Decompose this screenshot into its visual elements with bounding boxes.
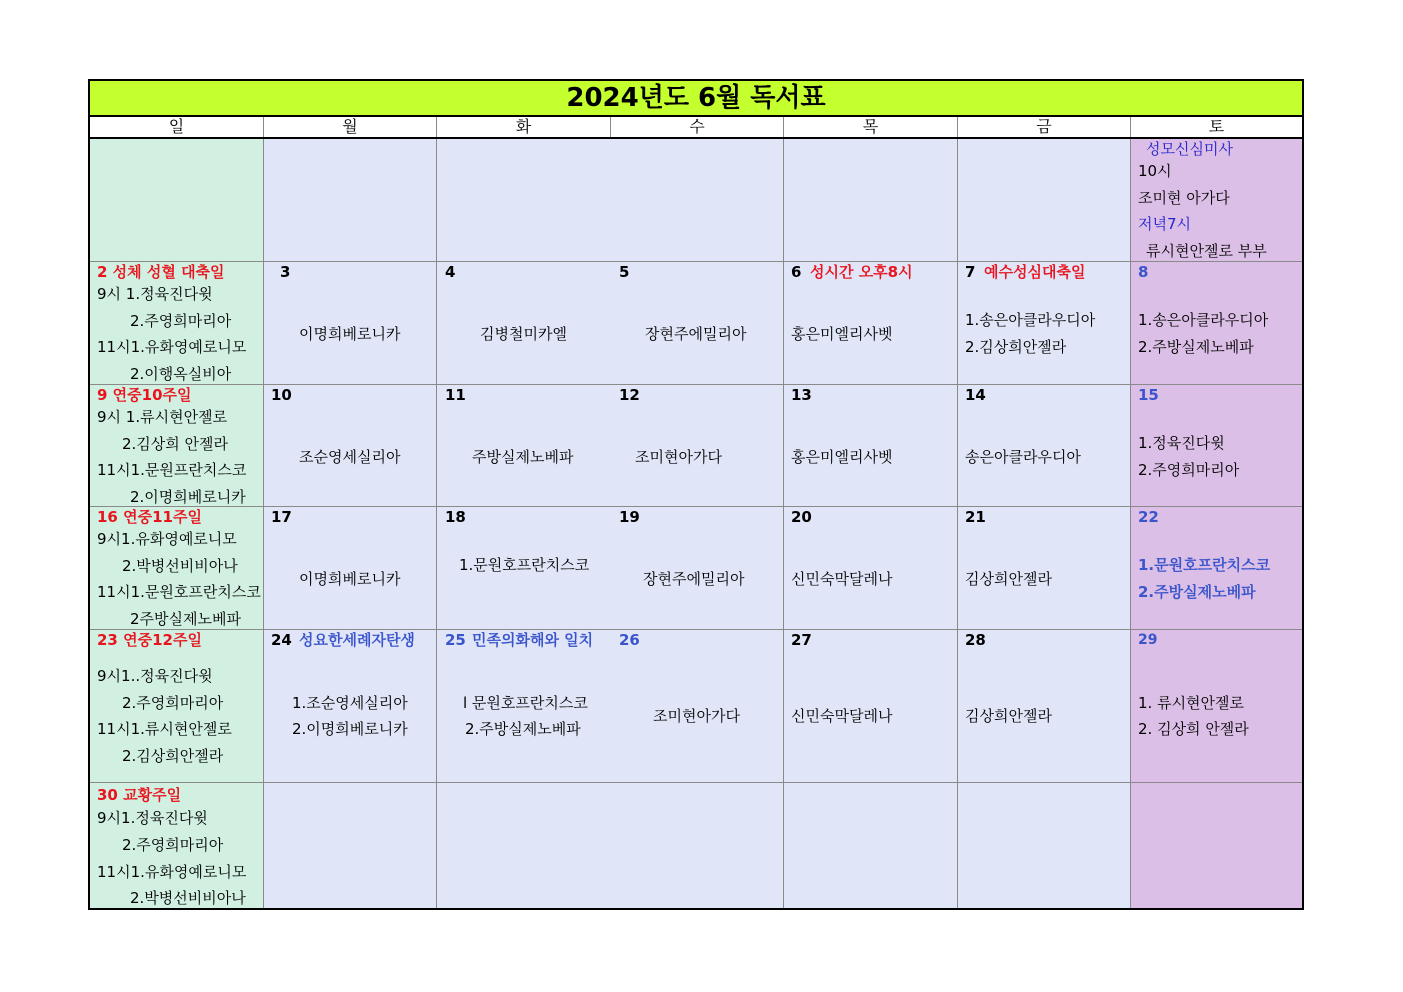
- reader-line: 2.주영희마리아: [130, 312, 232, 330]
- day-number: 24: [271, 631, 292, 649]
- day-number: 3: [280, 263, 291, 281]
- cell-mon-week3: [264, 507, 437, 630]
- day-number: 25: [445, 631, 466, 649]
- reader-line: 2.박병선비비아나: [130, 889, 246, 907]
- sunday-heading: 16 연중11주일: [97, 508, 202, 526]
- reader-name: 주방실제노베파: [472, 448, 574, 466]
- day-number: 8: [1138, 263, 1149, 281]
- cell-fri-week3: [958, 507, 1131, 630]
- reader-line: 2.김상희안젤라: [122, 747, 224, 765]
- day-number: 22: [1138, 508, 1159, 526]
- reader-line: 11시1.유화영예로니모: [97, 338, 247, 356]
- cell-fri-week0: [958, 139, 1131, 262]
- cell-sun-week4: [90, 630, 264, 783]
- reader-line: 2.이행옥실비아: [130, 365, 232, 383]
- cell-tue-wed-week3: [437, 507, 784, 630]
- reader-name: 류시현안젤로 부부: [1146, 242, 1267, 260]
- cell-sun-week2: [90, 385, 264, 507]
- calendar-title: 2024년도 6월 독서표: [90, 81, 1302, 117]
- day-number: 28: [965, 631, 986, 649]
- cell-thu-week2: [784, 385, 958, 507]
- reader-name: 조미현 아가다: [1138, 189, 1230, 207]
- cell-sat-week2: [1131, 385, 1302, 507]
- cell-sun-week0: [90, 139, 264, 262]
- day-number: 12: [619, 386, 640, 404]
- event-title: 성모신심미사: [1146, 140, 1233, 158]
- reader-name: 송은아클라우디아: [965, 448, 1081, 466]
- cell-fri-week5: [958, 783, 1131, 908]
- reader-line: 2.이명희베로니카: [292, 720, 408, 738]
- reader-line: 2주방실제노베파: [130, 610, 241, 628]
- event-note: 성시간 오후8시: [810, 263, 913, 281]
- day-number: 7: [965, 263, 976, 281]
- cell-sat-week3: [1131, 507, 1302, 630]
- reader-line: 1.문원호프란치스코: [1138, 556, 1271, 574]
- reader-line: 2.주방실제노베파: [1138, 338, 1254, 356]
- cell-tue-wed-week0: [437, 139, 784, 262]
- reader-name: 조순영세실리아: [299, 448, 401, 466]
- reader-line: 1.조순영세실리아: [292, 694, 408, 712]
- reader-name: 김상희안젤라: [965, 570, 1052, 588]
- reader-line: 2.주방실제노베파: [465, 720, 581, 738]
- cell-mon-week1: [264, 262, 437, 385]
- day-number: 26: [619, 631, 640, 649]
- reader-line: 2. 김상희 안젤라: [1138, 720, 1249, 738]
- reader-line: 2.주영희마리아: [122, 694, 224, 712]
- day-number: 27: [791, 631, 812, 649]
- reader-name: 신민숙막달레나: [791, 707, 893, 725]
- cell-fri-week4: [958, 630, 1131, 783]
- day-number: 21: [965, 508, 986, 526]
- cell-mon-week5: [264, 783, 437, 908]
- event-note: 성요한세례자탄생: [299, 631, 415, 649]
- weekday-header-row: [90, 117, 1302, 139]
- weekday-fri: 금: [958, 117, 1131, 137]
- reader-name: 김병철미카엘: [480, 325, 567, 343]
- reader-line: 9시 1.류시현안젤로: [97, 408, 228, 426]
- cell-sat-week5: [1131, 783, 1302, 908]
- reader-name: 장현주에밀리아: [645, 325, 747, 343]
- reader-line: 1. 류시현안젤로: [1138, 694, 1245, 712]
- weekday-tue: 화: [437, 117, 611, 137]
- weekday-thu: 목: [784, 117, 958, 137]
- event-note: 예수성심대축일: [984, 263, 1086, 281]
- cell-sun-week5: [90, 783, 264, 908]
- cell-tue-wed-week2: [437, 385, 784, 507]
- weekday-wed: 수: [611, 117, 784, 137]
- cell-sat-week1: [1131, 262, 1302, 385]
- day-number: 19: [619, 508, 640, 526]
- cell-sun-week1: [90, 262, 264, 385]
- day-number: 6: [791, 263, 802, 281]
- reader-line: 9시1..정육진다윗: [97, 667, 213, 685]
- reader-name: 1.문원호프란치스코: [459, 556, 590, 574]
- event-time: 저녁7시: [1138, 215, 1192, 233]
- cell-thu-week0: [784, 139, 958, 262]
- reader-name: 장현주에밀리아: [643, 570, 745, 588]
- reader-line: 2.박병선비비아나: [122, 557, 238, 575]
- day-number: 17: [271, 508, 292, 526]
- cell-thu-week1: [784, 262, 958, 385]
- reader-name: 이명희베로니카: [299, 325, 401, 343]
- cell-sat-week4: [1131, 630, 1302, 783]
- day-number: 20: [791, 508, 812, 526]
- day-number: 11: [445, 386, 466, 404]
- day-number: 10: [271, 386, 292, 404]
- reader-line: 2.주방실제노베파: [1138, 583, 1256, 601]
- cell-tue-wed-week1: [437, 262, 784, 385]
- event-note: 민족의화해와 일치: [472, 631, 594, 649]
- reader-name: 조미현아가다: [653, 707, 740, 725]
- reader-line: 1.송은아클라우디아: [965, 311, 1096, 329]
- calendar-table: [88, 79, 1304, 910]
- cell-sat-week0: [1131, 139, 1302, 262]
- sunday-heading: 2 성체 성혈 대축일: [97, 263, 225, 281]
- cell-mon-week0: [264, 139, 437, 262]
- reader-line: 9시1.유화영예로니모: [97, 530, 237, 548]
- reader-line: 2.이명희베로니카: [130, 488, 246, 506]
- reader-line: l 문원호프란치스코: [463, 694, 588, 712]
- day-number: 15: [1138, 386, 1159, 404]
- day-number: 14: [965, 386, 986, 404]
- cell-thu-week5: [784, 783, 958, 908]
- day-number: 5: [619, 263, 630, 281]
- cell-fri-week1: [958, 262, 1131, 385]
- cell-thu-week3: [784, 507, 958, 630]
- reader-name: 이명희베로니카: [299, 570, 401, 588]
- reader-line: 2.김상희안젤라: [965, 338, 1067, 356]
- cell-mon-week4: [264, 630, 437, 783]
- reader-line: 2.김상희 안젤라: [122, 435, 229, 453]
- sunday-heading: 23 연중12주일: [97, 631, 202, 649]
- day-number: 18: [445, 508, 466, 526]
- day-number: 13: [791, 386, 812, 404]
- reader-name: 김상희안젤라: [965, 707, 1052, 725]
- day-number: 4: [445, 263, 456, 281]
- reader-line: 1.정육진다윗: [1138, 434, 1225, 452]
- weekday-sat: 토: [1208, 117, 1225, 136]
- reader-line: 11시1.문원프란치스코: [97, 461, 247, 479]
- event-time: 10시: [1138, 162, 1172, 180]
- cell-thu-week4: [784, 630, 958, 783]
- reader-line: 2.주영희마리아: [1138, 461, 1240, 479]
- cell-mon-week2: [264, 385, 437, 507]
- reader-name: 홍은미엘리사벳: [791, 448, 893, 466]
- reader-name: 홍은미엘리사벳: [791, 325, 893, 343]
- reader-line: 11시1.유화영예로니모: [97, 863, 247, 881]
- weekday-sun: 일: [90, 117, 264, 137]
- cell-sun-week3: [90, 507, 264, 630]
- cell-fri-week2: [958, 385, 1131, 507]
- reader-name: 신민숙막달레나: [791, 570, 893, 588]
- sunday-heading: 9 연중10주일: [97, 386, 192, 404]
- reader-line: 2.주영희마리아: [122, 836, 224, 854]
- reader-line: 9시 1.정육진다윗: [97, 285, 213, 303]
- sunday-heading: 30 교황주일: [97, 786, 182, 804]
- weekday-mon: 월: [264, 117, 437, 137]
- reader-name: 조미현아가다: [635, 448, 722, 466]
- reader-line: 11시1.문원호프란치스코: [97, 583, 261, 601]
- cell-tue-wed-week5: [437, 783, 784, 908]
- reader-line: 11시1.류시현안젤로: [97, 720, 232, 738]
- reader-line: 9시1.정육진다윗: [97, 809, 208, 827]
- reader-line: 1.송은아클라우디아: [1138, 311, 1269, 329]
- cell-tue-wed-week4: [437, 630, 784, 783]
- day-number: 29: [1138, 632, 1158, 648]
